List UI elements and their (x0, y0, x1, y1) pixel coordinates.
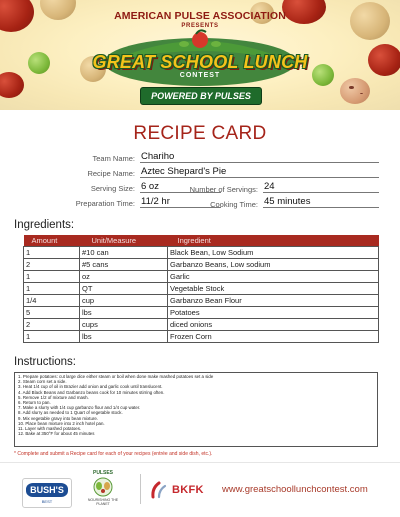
table-row (24, 247, 379, 259)
ingredient-cell[interactable]: diced onions (168, 319, 379, 331)
ingredient-cell[interactable]: Garlic (168, 271, 379, 283)
ingredient-cell[interactable]: Black Bean, Low Sodium (168, 247, 379, 259)
table-row (24, 319, 379, 331)
team-name-label: Team Name: (92, 154, 135, 163)
table-row (24, 283, 379, 295)
footer-vertical-divider (140, 474, 141, 504)
instruction-line: 5. Remove 1/2 of mixture and mash. (18, 394, 89, 400)
serving-size-field[interactable]: 6 oz (140, 181, 221, 193)
bushs-logo-sub: BEST (41, 499, 53, 504)
instructions-textarea[interactable] (14, 372, 378, 447)
table-row (24, 331, 379, 343)
column-header-ingredient: Ingredient (168, 235, 379, 247)
logo-contest: CONTEST (179, 72, 221, 79)
powered-by-banner: POWERED BY PULSES (140, 87, 262, 105)
ingredient-cell[interactable]: Potatoes (168, 307, 379, 319)
instruction-line: 4. Add Black Beans and Garbanzo beans cook for 10 minutes stirring often. (18, 389, 165, 395)
bushs-logo-text: BUSH'S (26, 483, 68, 497)
footer-divider (0, 462, 400, 463)
amount-cell[interactable]: 5 (24, 307, 80, 319)
instruction-line: 9. Mix vegetable gravy into bean mixture. (18, 415, 99, 421)
instruction-line: 2. Steam corn set a side. (18, 379, 67, 385)
website-link[interactable]: www.greatschoollunchcontest.com (222, 484, 368, 495)
unit-cell[interactable]: cup (80, 295, 168, 307)
unit-cell[interactable]: #5 cans (80, 259, 168, 271)
num-servings-label: Number of Servings: (189, 185, 258, 194)
ingredient-cell[interactable]: Garbanzo Bean Flour (168, 295, 379, 307)
unit-cell[interactable]: QT (80, 283, 168, 295)
instruction-line: 3. Heat 1/4 cup of oil in Brazier add onion and garlic cook until translucent. (18, 384, 163, 390)
presents-label: PRESENTS (181, 23, 219, 29)
team-name-field[interactable]: Chariho (140, 151, 379, 163)
instruction-line: 10. Place bean mixture into 2 inch hotel pan. (18, 420, 105, 426)
amount-cell[interactable]: 2 (24, 319, 80, 331)
amount-cell[interactable]: 1/4 (24, 295, 80, 307)
table-row (24, 295, 379, 307)
unit-cell[interactable]: lbs (80, 307, 168, 319)
ingredient-cell[interactable]: Garbanzo Beans, Low sodium (168, 259, 379, 271)
unit-cell[interactable]: cups (80, 319, 168, 331)
table-row (24, 259, 379, 271)
unit-cell[interactable]: #10 can (80, 247, 168, 259)
recipe-name-label: Recipe Name: (87, 169, 135, 178)
pulses-logo-title: PULSES (92, 470, 113, 476)
instruction-line: 11. Layer with mashed potatoes. (18, 426, 82, 432)
bushs-logo (22, 478, 72, 508)
amount-cell[interactable]: 1 (24, 271, 80, 283)
column-header-unit: Unit/Measure (80, 235, 168, 247)
amount-cell[interactable]: 2 (24, 259, 80, 271)
ingredients-heading: Ingredients: (14, 219, 75, 231)
bkfk-logo-text: BKFK (172, 484, 204, 496)
instruction-line: 12. Bake at 350°F for about 45 minutes (18, 431, 95, 437)
page-title: RECIPE CARD (133, 123, 267, 144)
unit-cell[interactable]: lbs (80, 331, 168, 343)
cook-time-field[interactable]: 45 minutes (263, 196, 379, 208)
logo-title: GREAT SCHOOL LUNCH (92, 52, 308, 72)
column-header-amount: Amount (24, 235, 80, 247)
instruction-line: 1. Prepare potatoes: cut large dice either steam or boil when done make mashed potatoes set a side (18, 374, 214, 379)
bkfk-logo (150, 480, 216, 500)
amount-cell[interactable]: 1 (24, 331, 80, 343)
ingredient-cell[interactable]: Vegetable Stock (168, 283, 379, 295)
amount-cell[interactable]: 1 (24, 247, 80, 259)
instruction-line: 6. Return to pan. (18, 400, 51, 406)
recipe-name-field[interactable]: Aztec Shepard's Pie (140, 166, 379, 178)
serving-size-label: Serving Size: (90, 184, 135, 193)
table-header-row (24, 235, 379, 247)
table-row (24, 307, 379, 319)
prep-time-label: Preparation Time: (75, 199, 135, 208)
instruction-line: 8. Add slurry as needed to 1 Quart of vegetable stock. (18, 410, 123, 416)
ingredients-table (23, 235, 379, 343)
bkfk-swoosh-icon (150, 480, 170, 500)
cook-time-label: Cooking Time: (210, 200, 258, 209)
instruction-line: 7. Make a slurry with 1/4 cup garbanzo flour and 1/4 cup water. (18, 405, 141, 411)
pulses-leaf-icon (86, 476, 120, 498)
table-row (24, 271, 379, 283)
amount-cell[interactable]: 1 (24, 283, 80, 295)
header-banner (0, 0, 400, 110)
submission-note: * Complete and submit a Recipe card for each of your recipes (entrée and side dish, etc.). (14, 451, 213, 457)
pulses-logo (86, 470, 120, 508)
prep-time-field[interactable]: 11/2 hr (140, 196, 221, 208)
association-name: AMERICAN PULSE ASSOCIATION (114, 10, 286, 22)
ingredient-cell[interactable]: Frozen Corn (168, 331, 379, 343)
instructions-heading: Instructions: (14, 356, 76, 368)
pulses-logo-sub: NOURISHING THE PLANET (87, 498, 119, 506)
unit-cell[interactable]: oz (80, 271, 168, 283)
num-servings-field[interactable]: 24 (263, 181, 379, 193)
